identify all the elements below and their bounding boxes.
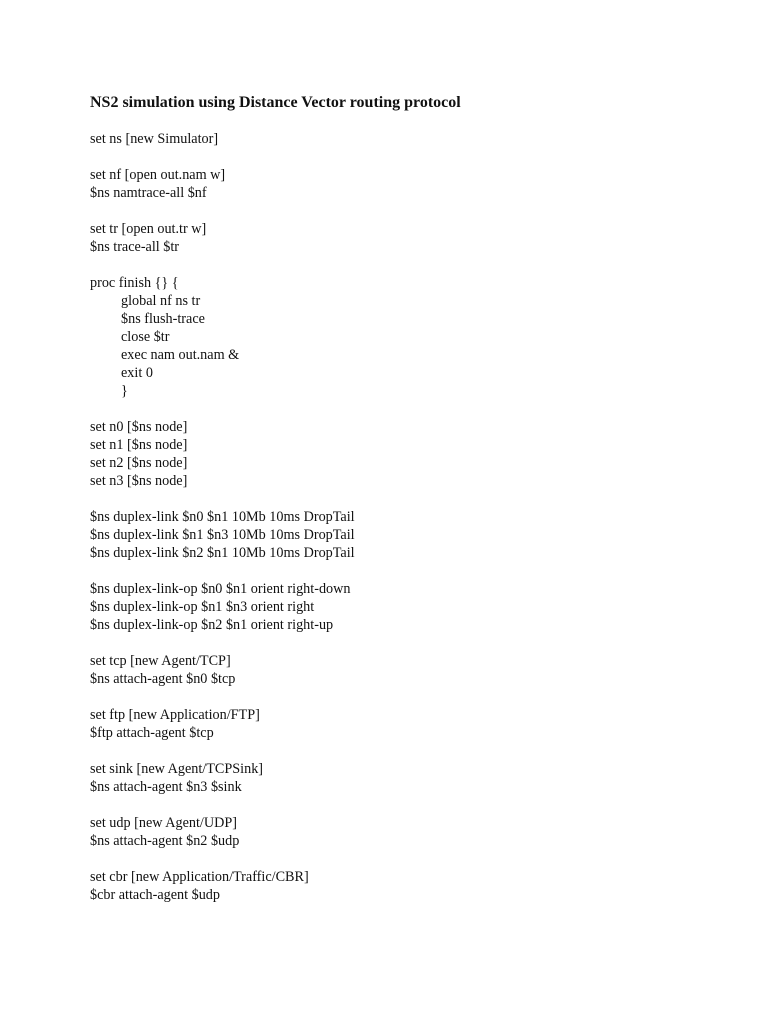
- code-line: $ns duplex-link $n1 $n3 10Mb 10ms DropTail: [90, 527, 355, 543]
- document-title: NS2 simulation using Distance Vector routing protocol: [90, 94, 461, 111]
- code-line: set tcp [new Agent/TCP]: [90, 653, 231, 669]
- code-line: set cbr [new Application/Traffic/CBR]: [90, 869, 309, 885]
- code-line: global nf ns tr: [121, 293, 201, 309]
- blank-line: [90, 148, 750, 166]
- blank-line: [90, 202, 750, 220]
- code-line: set ftp [new Application/FTP]: [90, 707, 260, 723]
- code-line: $ns flush-trace: [121, 311, 205, 327]
- code-line: set ns [new Simulator]: [90, 131, 219, 147]
- code-line: exit 0: [121, 365, 153, 381]
- code-line: $cbr attach-agent $udp: [90, 887, 220, 903]
- blank-line: [90, 256, 750, 274]
- code-line: set n3 [$ns node]: [90, 473, 188, 489]
- code-line: set sink [new Agent/TCPSink]: [90, 761, 264, 777]
- code-line: $ns namtrace-all $nf: [90, 185, 207, 201]
- code-line: set n0 [$ns node]: [90, 419, 188, 435]
- blank-line: [90, 796, 750, 814]
- code-line: set udp [new Agent/UDP]: [90, 815, 237, 831]
- code-line: close $tr: [121, 329, 170, 345]
- code-line: set tr [open out.tr w]: [90, 221, 207, 237]
- code-line: $ns duplex-link-op $n0 $n1 orient right-down: [90, 581, 351, 597]
- blank-line: [90, 634, 750, 652]
- code-line: proc finish {} {: [90, 275, 179, 291]
- code-line: $ns trace-all $tr: [90, 239, 180, 255]
- blank-line: [90, 562, 750, 580]
- blank-line: [90, 688, 750, 706]
- code-line: $ns duplex-link $n0 $n1 10Mb 10ms DropTail: [90, 509, 355, 525]
- blank-line: [90, 400, 750, 418]
- code-line: $ns duplex-link $n2 $n1 10Mb 10ms DropTail: [90, 545, 355, 561]
- code-line: $ns attach-agent $n2 $udp: [90, 833, 240, 849]
- code-line: $ns attach-agent $n0 $tcp: [90, 671, 236, 687]
- code-line: $ns attach-agent $n3 $sink: [90, 779, 242, 795]
- code-line: $ns duplex-link-op $n1 $n3 orient right: [90, 599, 315, 615]
- blank-line: [90, 850, 750, 868]
- code-line: $ns duplex-link-op $n2 $n1 orient right-up: [90, 617, 334, 633]
- code-line: $ftp attach-agent $tcp: [90, 725, 214, 741]
- code-line: exec nam out.nam &: [121, 347, 240, 363]
- code-line: set nf [open out.nam w]: [90, 167, 226, 183]
- code-line: set n2 [$ns node]: [90, 455, 188, 471]
- code-line: set n1 [$ns node]: [90, 437, 188, 453]
- code-listing: [90, 130, 750, 904]
- blank-line: [90, 490, 750, 508]
- blank-line: [90, 742, 750, 760]
- code-line: }: [121, 383, 128, 399]
